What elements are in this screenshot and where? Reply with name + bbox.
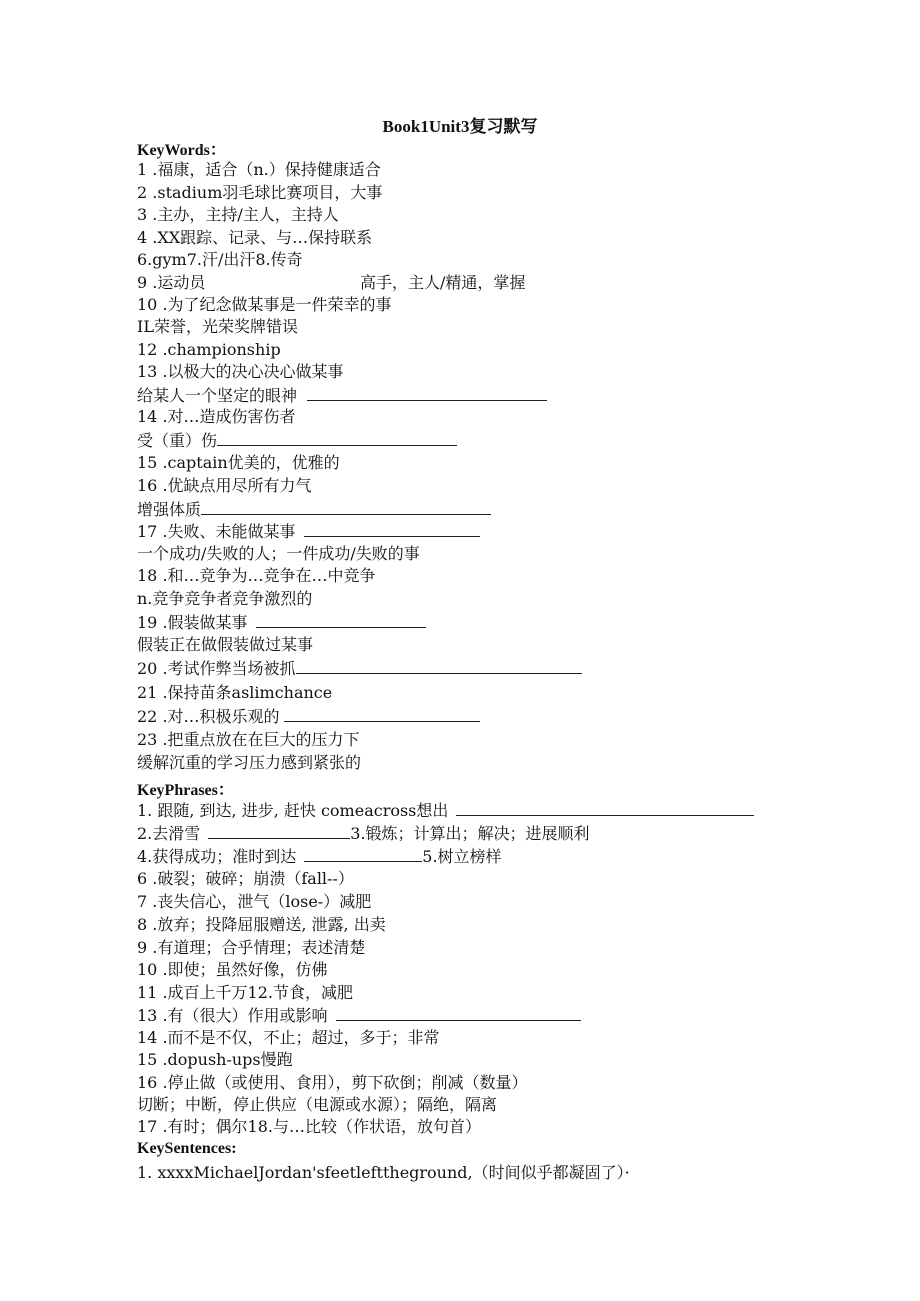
word-item: 高手，主人/精通，掌握 xyxy=(360,273,526,292)
word-text: 17 .失败、未能做某事 xyxy=(137,522,296,541)
answer-blank[interactable] xyxy=(296,658,582,674)
section-heading-key-phrases: KeyPhrases： xyxy=(137,782,234,799)
word-item: 15 .captain优美的，优雅的 xyxy=(137,453,340,472)
section-heading-key-words: KeyWords： xyxy=(137,142,226,159)
answer-blank[interactable] xyxy=(304,521,480,537)
word-item: n.竞争竞争者竞争激烈的 xyxy=(137,589,313,608)
word-item: 4 .XX跟踪、记录、与…保持联系 xyxy=(137,228,373,247)
word-text: 20 .考试作弊当场被抓 xyxy=(137,659,296,678)
phrase-text: 5.树立榜样 xyxy=(422,847,502,866)
word-item xyxy=(137,499,491,520)
answer-blank[interactable] xyxy=(284,706,480,722)
word-item: 6.gym7.汗/出汗8.传奇 xyxy=(137,250,303,269)
phrase-item: 15 .dopush-ups慢跑 xyxy=(137,1050,293,1069)
phrase-text: 13 .有（很大）作用或影响 xyxy=(137,1006,328,1025)
phrase-item xyxy=(137,800,754,821)
word-item: 2 .stadium羽毛球比赛项目，大事 xyxy=(137,183,383,202)
phrase-item: 9 .有道理；合乎情理；表述清楚 xyxy=(137,938,366,957)
word-text: 22 .对…积极乐观的 xyxy=(137,707,280,726)
phrase-item: 7 .丧失信心，泄气（lose-）减肥 xyxy=(137,892,372,911)
page-title: Book1Unit3复习默写 xyxy=(382,117,538,136)
phrase-item: 切断；中断，停止供应（电源或水源）；隔绝，隔离 xyxy=(137,1095,498,1114)
phrase-text: 3.锻炼；计算出；解决；进展顺利 xyxy=(350,824,590,843)
word-item xyxy=(137,612,426,633)
answer-blank[interactable] xyxy=(304,846,422,862)
phrase-item xyxy=(137,823,590,844)
phrase-text: 1. 跟随, 到达, 进步, 赶快 comeacross想出 xyxy=(137,801,449,820)
phrase-text: 4.获得成功；准时到达 xyxy=(137,847,297,866)
word-item: 23 .把重点放在在巨大的压力下 xyxy=(137,730,360,749)
word-item xyxy=(137,385,547,406)
word-item: 假装正在做假装做过某事 xyxy=(137,635,314,654)
section-heading-key-sentences: KeySentences: xyxy=(137,1140,237,1157)
phrase-item: 10 .即使；虽然好像，仿佛 xyxy=(137,960,328,979)
word-item: 缓解沉重的学习压力感到紧张的 xyxy=(137,753,362,772)
word-item: 3 .主办，主持/主人，主持人 xyxy=(137,205,339,224)
answer-blank[interactable] xyxy=(336,1005,581,1021)
phrase-item: 14 .而不是不仅，不止；超过，多于；非常 xyxy=(137,1028,440,1047)
word-item xyxy=(137,521,480,542)
word-item xyxy=(137,706,480,727)
word-text: 19 .假装做某事 xyxy=(137,613,248,632)
word-item: 13 .以极大的决心决心做某事 xyxy=(137,362,344,381)
word-item xyxy=(137,430,457,451)
word-text: 增强体质 xyxy=(137,500,202,519)
phrase-item: 16 .停止做（或使用、食用），剪下砍倒；削减（数量） xyxy=(137,1073,528,1092)
phrase-item xyxy=(137,1005,581,1026)
word-item: 9 .运动员 xyxy=(137,273,206,292)
word-text: 给某人一个坚定的眼神 xyxy=(137,386,298,405)
word-item: 1 .福康，适合（n.）保持健康适合 xyxy=(137,160,381,179)
word-item: 16 .优缺点用尽所有力气 xyxy=(137,476,312,495)
word-item: 一个成功/失败的人；一件成功/失败的事 xyxy=(137,544,420,563)
answer-blank[interactable] xyxy=(201,499,491,515)
phrase-item xyxy=(137,846,502,867)
phrase-item: 11 .成百上千万12.节食，减肥 xyxy=(137,983,353,1002)
phrase-item: 8 .放弃；投降屈服赠送, 泄露, 出卖 xyxy=(137,915,386,934)
word-item: 10 .为了纪念做某事是一件荣幸的事 xyxy=(137,295,392,314)
word-text: 受（重）伤 xyxy=(137,431,218,450)
word-item: 21 .保持苗条aslimchance xyxy=(137,683,333,702)
answer-blank[interactable] xyxy=(217,430,457,446)
word-item: 14 .对…造成伤害伤者 xyxy=(137,407,296,426)
answer-blank[interactable] xyxy=(208,823,350,839)
phrase-text: 2.去滑雪 xyxy=(137,824,201,843)
word-item: 18 .和…竞争为…竞争在…中竞争 xyxy=(137,566,376,585)
word-item: 12 .championship xyxy=(137,340,281,359)
answer-blank[interactable] xyxy=(456,800,754,816)
word-item: IL荣誉，光荣奖牌错误 xyxy=(137,317,298,336)
phrase-item: 17 .有时；偶尔18.与…比较（作状语，放句首） xyxy=(137,1117,481,1136)
word-item xyxy=(137,658,582,679)
answer-blank[interactable] xyxy=(307,385,547,401)
sentence-item: 1. xxxxMichaelJordan'sfeetlefttheground,（时间似乎都凝固了）· xyxy=(137,1163,630,1182)
phrase-item: 6 .破裂；破碎；崩溃（fall--） xyxy=(137,869,354,888)
answer-blank[interactable] xyxy=(256,612,426,628)
